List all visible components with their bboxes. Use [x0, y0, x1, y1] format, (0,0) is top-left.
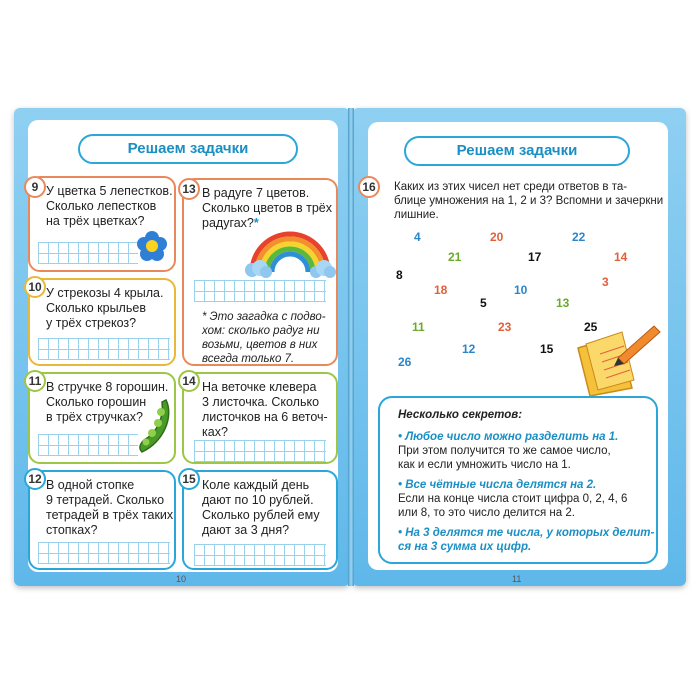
secrets-box: [378, 396, 658, 564]
task-9: [28, 176, 176, 272]
task-12-text: В одной стопке 9 тетрадей. Сколько тетрадей в трёх таких стопках?: [46, 478, 174, 537]
secret-text: При этом получится то же самое число,: [398, 445, 611, 457]
secret-rule-2: Все чётные числа делятся на 2.: [405, 479, 597, 491]
number-item[interactable]: 23: [498, 320, 512, 334]
bullet: •: [398, 479, 406, 491]
number-item[interactable]: 18: [434, 283, 448, 297]
task-12: [28, 470, 176, 570]
number-item[interactable]: 13: [556, 296, 570, 310]
secret-text: как и если умножить число на 1.: [398, 459, 571, 471]
number-item[interactable]: 8: [396, 268, 403, 282]
task-9-text: У цветка 5 лепестков. Сколько лепестков на трёх цветках?: [46, 184, 173, 228]
book-spine: [348, 108, 354, 586]
pea-pod-icon: [134, 396, 174, 456]
number-item[interactable]: 21: [448, 250, 462, 264]
secret-rule-3: На 3 делятся те числа, у которых делит-: [405, 527, 655, 539]
answer-grid[interactable]: [38, 434, 138, 456]
task-15-text: Коле каждый день дают по 10 рублей. Сколько рублей ему дают за 3 дня?: [202, 478, 320, 537]
secret-rule-1: Любое число можно разделить на 1.: [405, 431, 619, 443]
number-item[interactable]: 20: [490, 230, 504, 244]
number-item[interactable]: 10: [514, 283, 528, 297]
task-number: 14: [178, 370, 200, 392]
task-13: [182, 178, 338, 366]
task-13-text: В радуге 7 цветов. Сколько цветов в трёх радугах?*: [202, 186, 332, 230]
number-item[interactable]: 17: [528, 250, 542, 264]
task-14: [182, 372, 338, 464]
task-number: 9: [24, 176, 46, 198]
task-16-text: Каких из этих чисел нет среди ответов в та- блице умножения на 1, 2 и 3? Вспомни и зачеркни лишние.: [394, 181, 664, 221]
number-item[interactable]: 11: [412, 320, 425, 334]
task-13-note: * Это загадка с подво- хом: сколько радуг ни возьми, цветов в них всегда только 7.: [202, 311, 326, 365]
task-number: 13: [178, 178, 200, 200]
task-11-text: В стручке 8 горошин. Сколько горошин в трёх стручках?: [46, 380, 169, 424]
answer-grid[interactable]: [38, 542, 170, 564]
secret-rule-3-cont: ся на 3 сумма их цифр.: [398, 541, 532, 553]
task-11: [28, 372, 176, 464]
answer-grid[interactable]: [194, 280, 326, 302]
task-15: [182, 470, 338, 570]
secret-text: Если на конце числа стоит цифра 0, 2, 4, 6: [398, 493, 628, 505]
task-number: 15: [178, 468, 200, 490]
task-10: [28, 278, 176, 366]
bullet: •: [398, 527, 406, 539]
left-header: Решаем задачки: [78, 134, 298, 164]
page-number-left: 10: [176, 574, 187, 584]
task-number: 12: [24, 468, 46, 490]
task-number: 10: [24, 276, 46, 298]
number-item[interactable]: 5: [480, 296, 487, 310]
number-item[interactable]: 15: [540, 342, 554, 356]
task-14-text: На веточке клевера 3 листочка. Сколько листочков на 6 веточ- ках?: [202, 380, 328, 439]
number-item[interactable]: 4: [414, 230, 421, 244]
page-number-right: 11: [512, 574, 522, 584]
answer-grid[interactable]: [38, 338, 170, 360]
rainbow-icon: [244, 224, 336, 278]
right-header: Решаем задачки: [404, 136, 630, 166]
number-item[interactable]: 3: [602, 275, 609, 289]
number-item[interactable]: 22: [572, 230, 586, 244]
bullet: •: [398, 431, 406, 443]
secrets-title: Несколько секретов:: [398, 409, 523, 421]
number-item[interactable]: 14: [614, 250, 628, 264]
flower-icon: [136, 230, 168, 262]
secret-text: или 8, то это число делится на 2.: [398, 507, 575, 519]
footnote-star: *: [253, 216, 259, 230]
number-item[interactable]: 26: [398, 355, 412, 369]
notebook-pen-icon: [572, 318, 664, 398]
task-10-text: У стрекозы 4 крыла. Сколько крыльев у трёх стрекоз?: [46, 286, 164, 330]
number-item[interactable]: 25: [584, 320, 598, 334]
answer-grid[interactable]: [194, 440, 326, 462]
answer-grid[interactable]: [38, 242, 138, 264]
answer-grid[interactable]: [194, 544, 326, 566]
task-number: 16: [358, 176, 380, 198]
task-number: 11: [24, 370, 46, 392]
number-item[interactable]: 12: [462, 342, 476, 356]
